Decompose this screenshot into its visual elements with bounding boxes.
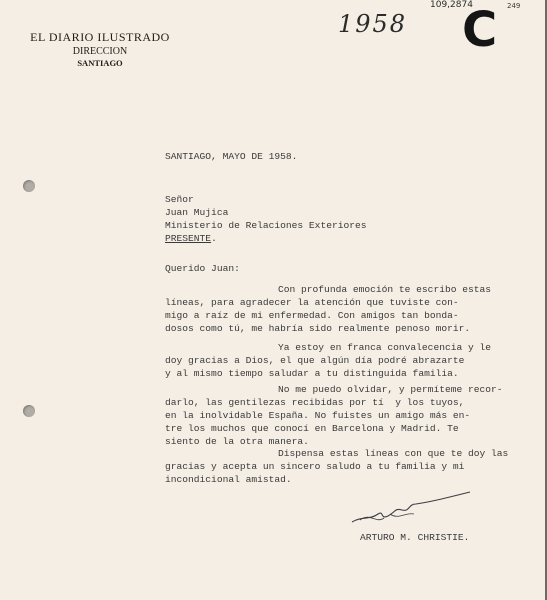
handwritten-mark: C: [462, 2, 498, 58]
letter-line: Con profunda emoción te escribo estas: [278, 284, 492, 295]
handwritten-signature: [350, 490, 480, 530]
letter-line: Ya estoy en franca convalecencia y le: [278, 342, 492, 353]
letter-line: y al mismo tiempo saludar a tu distinguida familia.: [165, 368, 459, 379]
letter-line: en la inolvidable España. No fuistes un amigo más en-: [165, 410, 471, 421]
recipient-salutation: Señor: [165, 194, 194, 205]
recipient-office: Ministerio de Relaciones Exteriores: [165, 220, 367, 231]
recipient-presente: PRESENTE: [165, 233, 212, 244]
letterhead: [20, 30, 180, 68]
letterhead-city: SANTIAGO: [77, 58, 123, 68]
letter-greeting: Querido Juan:: [165, 263, 240, 274]
letter-line: siento de la otra manera.: [165, 436, 309, 447]
letter-line: incondicional amistad.: [165, 474, 292, 485]
letterhead-department: DIRECCION: [72, 46, 128, 57]
handwritten-year: 1958: [338, 10, 408, 38]
letter-line: doy gracias a Dios, el que algún día podré abrazarte: [165, 355, 465, 366]
recipient-presente-period: .: [211, 233, 217, 244]
letter-line: tre los muchos que conocí en Barcelona y Madrid. Te: [165, 423, 459, 434]
letter-line: líneas, para agradecer la atención que tuviste con-: [165, 297, 459, 308]
recipient-name: Juan Mujica: [165, 207, 229, 218]
letter-line: dosos como tú, me habría sido realmente penoso morir.: [165, 323, 471, 334]
punch-hole-top: [23, 180, 35, 192]
signature-name: ARTURO M. CHRISTIE.: [360, 532, 470, 543]
handwritten-reference: 109,2874: [430, 0, 473, 10]
punch-hole-bottom: [23, 405, 35, 417]
letter-line: gracias y acepta un sincero saludo a tu familia y mi: [165, 461, 465, 472]
recipient-presente-line: [165, 232, 217, 245]
handwritten-page-number: 249: [507, 2, 521, 10]
letter-line: darlo, las gentilezas recibidas por tí y los tuyos,: [165, 397, 465, 408]
letter-date: SANTIAGO, MAYO DE 1958.: [165, 151, 298, 162]
letter-line: No me puedo olvidar, y permíteme recor-: [278, 384, 503, 395]
letter-line: Dispensa estas líneas con que te doy las: [278, 448, 509, 459]
letter-line: migo a raíz de mi enfermedad. Con amigos tan bonda-: [165, 310, 459, 321]
letterhead-name: EL DIARIO ILUSTRADO: [30, 30, 170, 44]
